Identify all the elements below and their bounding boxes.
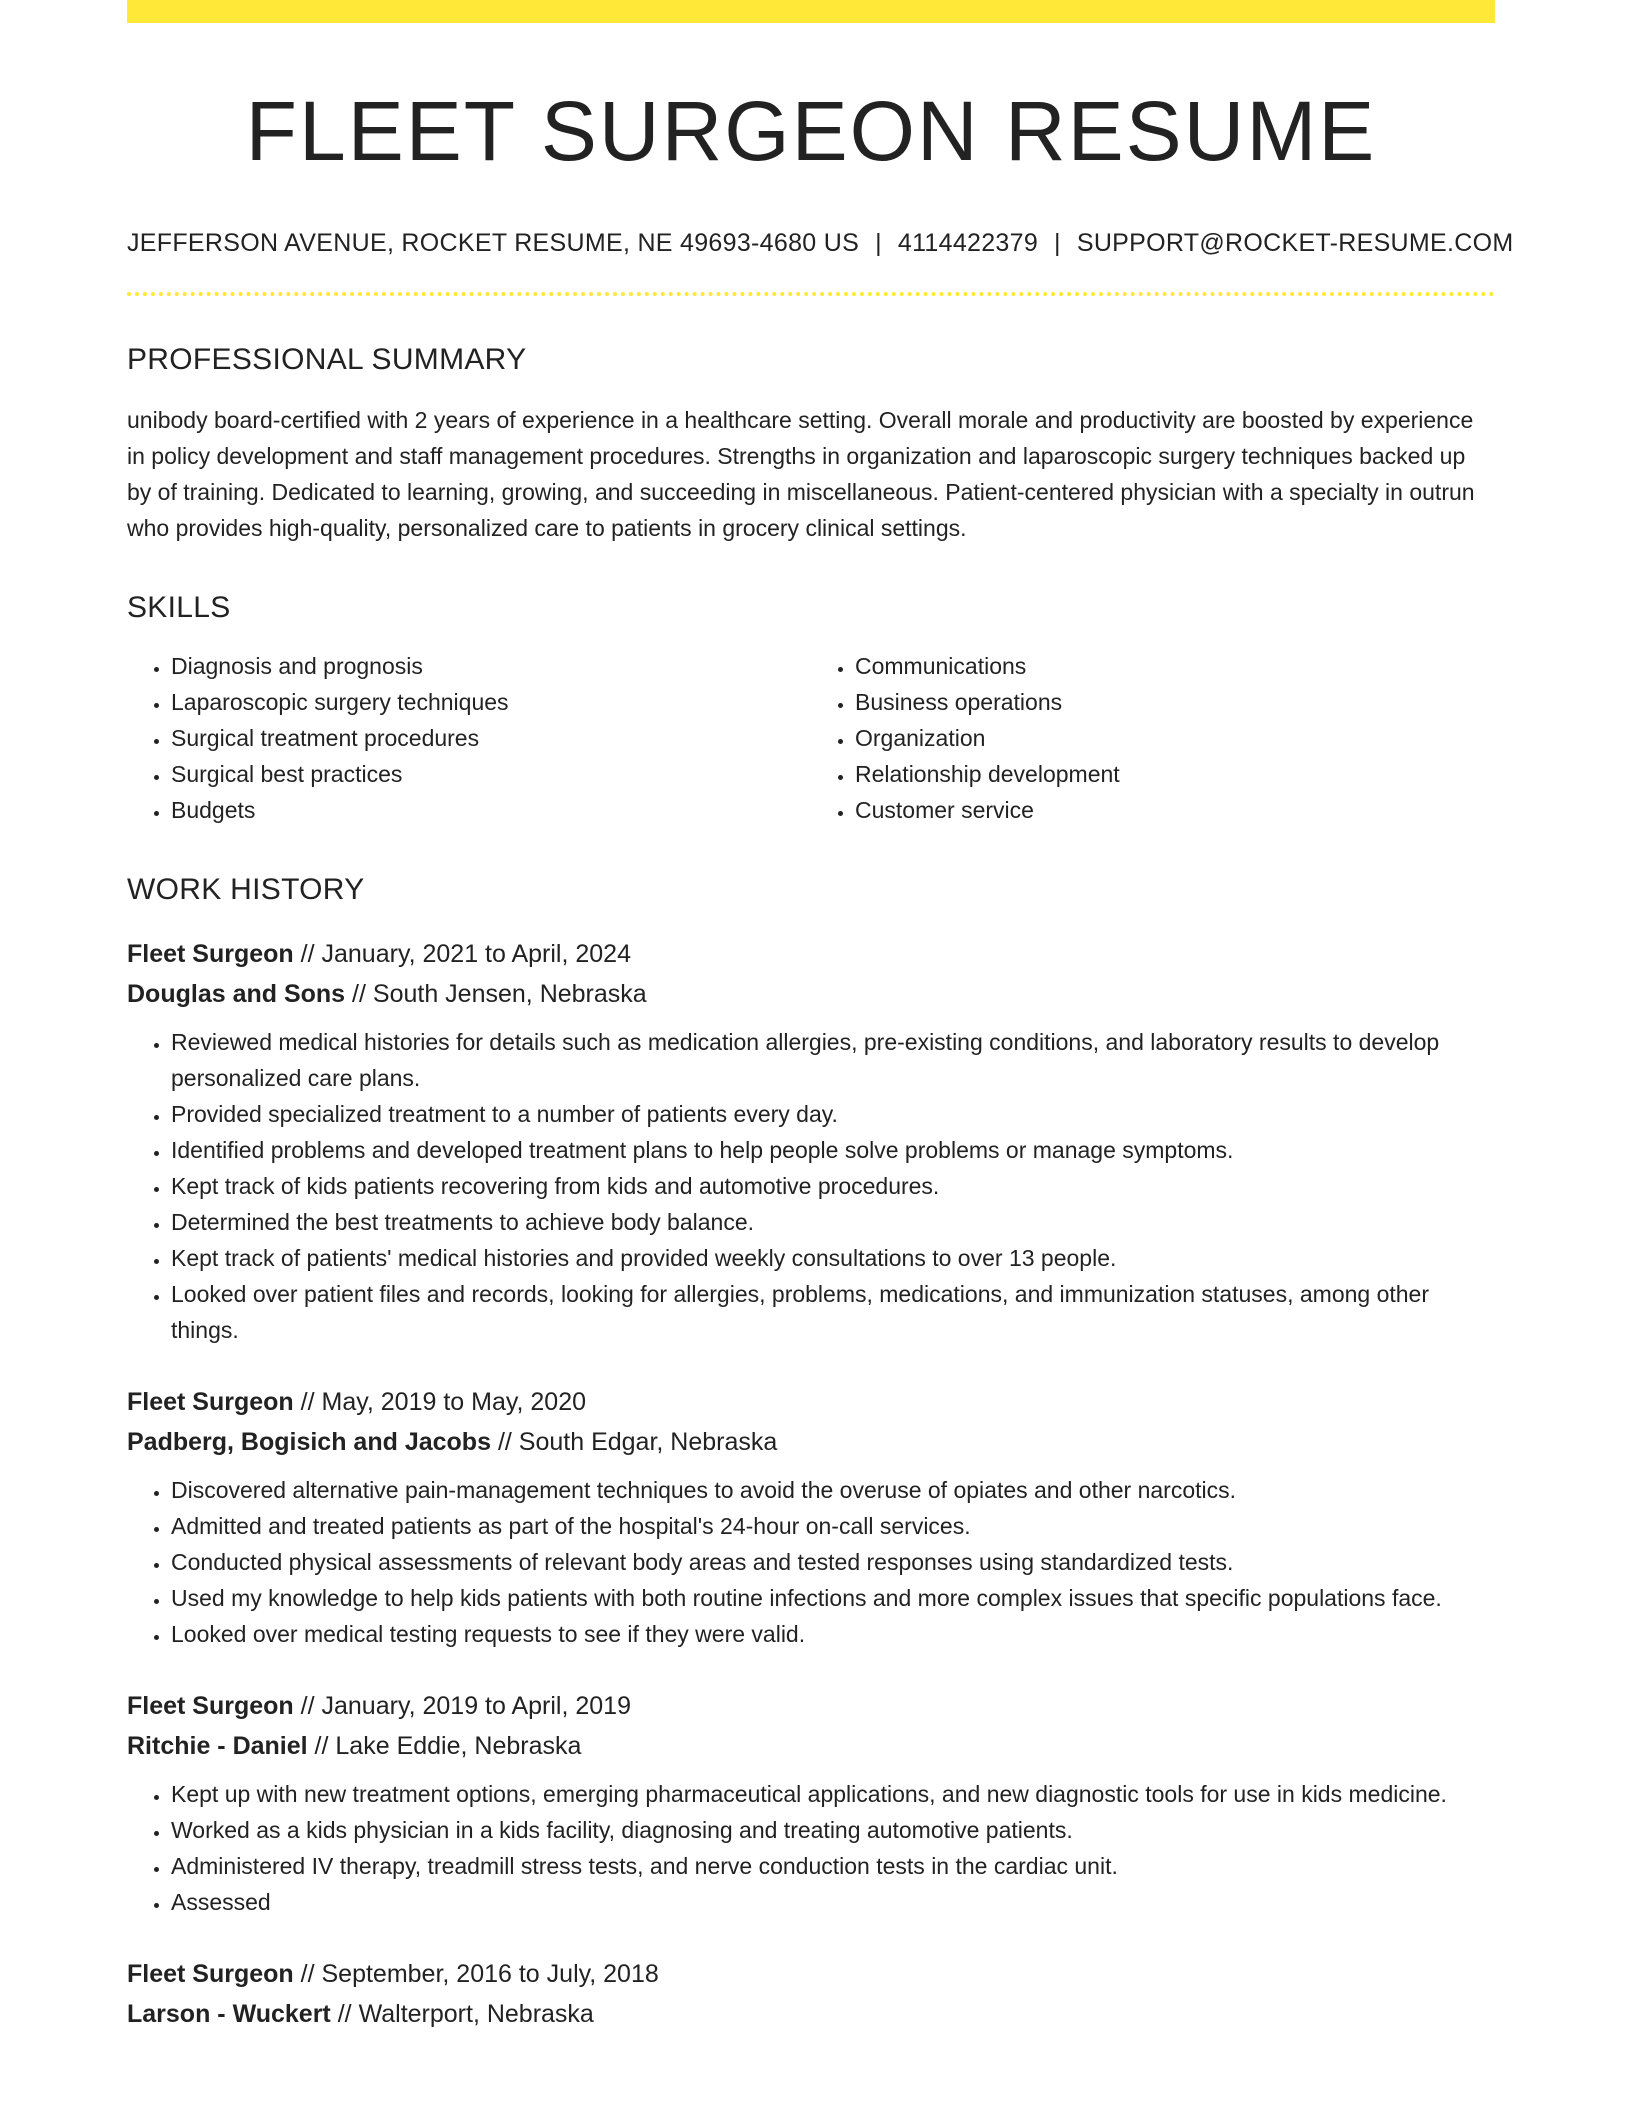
job-company: Ritchie - Daniel — [127, 1732, 308, 1761]
skill-item: • Diagnosis and prognosis — [171, 648, 811, 684]
dotted-divider — [127, 292, 1495, 296]
job-bullet: • Administered IV therapy, treadmill stress tests, and nerve conduction tests in the cardiac unit. — [171, 1848, 1495, 1884]
job-location: South Jensen, Nebraska — [372, 980, 647, 1009]
job-title-line — [127, 1954, 1495, 1994]
job-title: Fleet Surgeon — [127, 1388, 294, 1417]
job-title-line — [127, 1382, 1495, 1422]
job-bullet: • Determined the best treatments to achieve body balance. — [171, 1204, 1495, 1240]
skill-item: • Surgical best practices — [171, 756, 811, 792]
work-history-heading: WORK HISTORY — [127, 873, 365, 907]
job-title-line — [127, 1686, 1495, 1726]
job-bullet: • Conducted physical assessments of relevant body areas and tested responses using standardized tests. — [171, 1544, 1495, 1580]
job-company-line — [127, 974, 1495, 1014]
job-bullets — [127, 1024, 1495, 1348]
job-title-line — [127, 934, 1495, 974]
contact-separator: | — [1054, 229, 1061, 258]
job-separator: // — [497, 1428, 512, 1457]
skills-list-right — [811, 648, 1495, 828]
skill-item: • Business operations — [855, 684, 1495, 720]
job-bullets — [127, 1472, 1495, 1652]
contact-email: SUPPORT@ROCKET-RESUME.COM — [1076, 229, 1514, 258]
job-company: Douglas and Sons — [127, 980, 346, 1009]
job-dates: May, 2019 to May, 2020 — [321, 1388, 587, 1417]
top-accent-bar — [127, 0, 1495, 23]
job-dates: September, 2016 to July, 2018 — [321, 1960, 659, 1989]
contact-separator: | — [875, 229, 882, 258]
skills-list-left — [127, 648, 811, 828]
job-bullet: • Reviewed medical histories for details such as medication allergies, pre-existing conditions, and laboratory results to develop personalized care plans. — [171, 1024, 1495, 1096]
job-title: Fleet Surgeon — [127, 940, 294, 969]
job-separator: // — [314, 1732, 329, 1761]
skills-heading: SKILLS — [127, 591, 231, 625]
job-bullet: • Discovered alternative pain-management techniques to avoid the overuse of opiates and other narcotics. — [171, 1472, 1495, 1508]
skill-item: • Relationship development — [855, 756, 1495, 792]
job-company-line — [127, 1994, 1495, 2034]
skill-item: • Budgets — [171, 792, 811, 828]
job-separator: // — [300, 940, 315, 969]
job-separator: // — [352, 980, 366, 1009]
job-entry — [127, 934, 1495, 1348]
job-bullet: • Looked over medical testing requests to see if they were valid. — [171, 1616, 1495, 1652]
job-location: Lake Eddie, Nebraska — [335, 1732, 582, 1761]
job-title: Fleet Surgeon — [127, 1692, 294, 1721]
job-separator: // — [337, 2000, 352, 2029]
skill-item: • Organization — [855, 720, 1495, 756]
job-entry — [127, 1382, 1495, 1652]
job-entry — [127, 1686, 1495, 1920]
skill-item: • Laparoscopic surgery techniques — [171, 684, 811, 720]
job-bullet: • Kept track of patients' medical histories and provided weekly consultations to over 13 people. — [171, 1240, 1495, 1276]
job-dates: January, 2019 to April, 2019 — [321, 1692, 631, 1721]
job-company: Padberg, Bogisich and Jacobs — [127, 1428, 491, 1457]
job-bullet: • Kept track of kids patients recovering from kids and automotive procedures. — [171, 1168, 1495, 1204]
job-location: South Edgar, Nebraska — [518, 1428, 778, 1457]
job-bullets — [127, 1776, 1495, 1920]
job-bullet: • Admitted and treated patients as part of the hospital's 24-hour on-call services. — [171, 1508, 1495, 1544]
job-company-line — [127, 1726, 1495, 1766]
job-dates: January, 2021 to April, 2024 — [321, 940, 631, 969]
resume-page — [127, 0, 1514, 2034]
job-company-line — [127, 1422, 1495, 1462]
summary-heading: PROFESSIONAL SUMMARY — [127, 343, 527, 377]
job-bullet: • Worked as a kids physician in a kids facility, diagnosing and treating automotive patients. — [171, 1812, 1495, 1848]
contact-line — [127, 229, 1514, 258]
job-company: Larson - Wuckert — [127, 2000, 331, 2029]
job-location: Walterport, Nebraska — [358, 2000, 594, 2029]
job-bullet: • Assessed — [171, 1884, 1495, 1920]
job-separator: // — [300, 1960, 315, 1989]
contact-address: JEFFERSON AVENUE, ROCKET RESUME, NE 49693-4680 US — [127, 229, 860, 258]
job-bullet: • Kept up with new treatment options, emerging pharmaceutical applications, and new diagnostic tools for use in kids medicine. — [171, 1776, 1495, 1812]
skill-item: • Communications — [855, 648, 1495, 684]
skill-item: • Surgical treatment procedures — [171, 720, 811, 756]
job-bullet: • Looked over patient files and records, looking for allergies, problems, medications, and immunization statuses, among other things. — [171, 1276, 1495, 1348]
job-bullet: • Used my knowledge to help kids patients with both routine infections and more complex issues that specific populations face. — [171, 1580, 1495, 1616]
skills-columns — [127, 648, 1495, 828]
skill-item: • Customer service — [855, 792, 1495, 828]
contact-phone: 4114422379 — [897, 229, 1039, 258]
resume-title: FLEET SURGEON RESUME — [245, 84, 1377, 178]
job-entry — [127, 1954, 1495, 2034]
job-bullet: • Provided specialized treatment to a number of patients every day. — [171, 1096, 1495, 1132]
job-bullet: • Identified problems and developed treatment plans to help people solve problems or manage symptoms. — [171, 1132, 1495, 1168]
job-separator: // — [300, 1692, 315, 1721]
job-separator: // — [300, 1388, 315, 1417]
job-title: Fleet Surgeon — [127, 1960, 294, 1989]
summary-text: unibody board-certified with 2 years of experience in a healthcare setting. Overall morale and productivity are boosted by experience in policy development and staff management procedures. Strengths in organization and laparoscopic surgery techniques backed up by of training. Dedicated to learning, growing, and succeeding in miscellaneous. Patient-centered physician with a specialty in outrun who provides high-quality, personalized care to patients in grocery clinical settings. — [127, 407, 1475, 542]
